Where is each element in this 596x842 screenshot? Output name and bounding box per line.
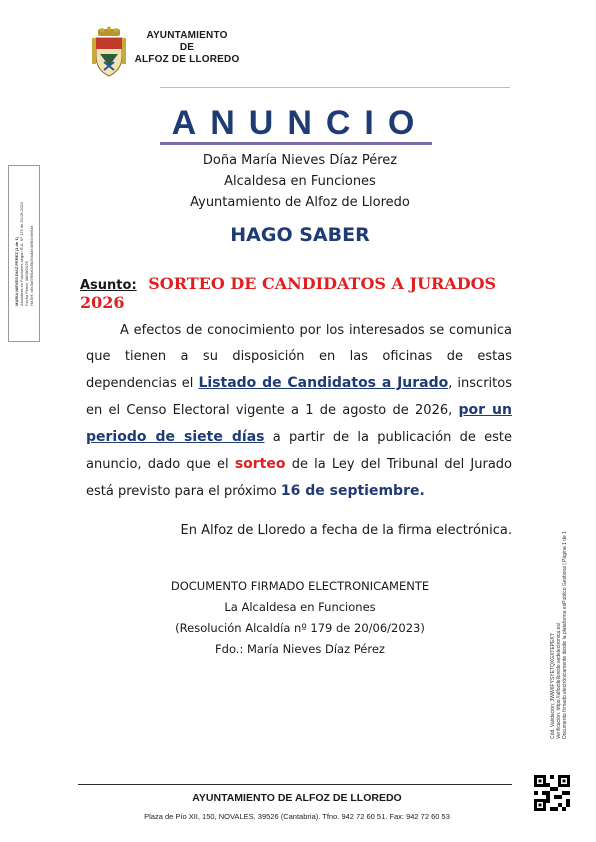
body-paragraph — [86, 318, 512, 505]
sorteo-highlight: sorteo — [234, 456, 286, 472]
subject-text: SORTEO DE CANDIDATOS A JURADOS 2026 — [80, 274, 497, 312]
verification-text — [550, 531, 568, 739]
signature-stamp-text — [14, 202, 34, 306]
signature-line: Fdo.: María Nieves Díaz Pérez — [215, 642, 385, 656]
footer-divider — [78, 784, 512, 785]
municipality-line: ALFOZ DE LLOREDO — [134, 54, 240, 65]
place-date: En Alfoz de Lloredo a fecha de la firma electrónica. — [180, 523, 512, 538]
municipal-crest-logo — [90, 26, 128, 78]
municipality-line: DE — [179, 42, 195, 53]
header-divider — [160, 87, 510, 88]
signature-line: (Resolución Alcaldía nº 179 de 20/06/2023) — [175, 621, 425, 635]
verification-line: Documento firmado electrónicamente desde la plataforma esPublico Gestiona | Página 1 de 1 — [562, 531, 568, 739]
period-highlight: por un periodo de siete días — [86, 402, 512, 445]
date-highlight: 16 de septiembre. — [280, 483, 425, 499]
municipality-line: AYUNTAMIENTO — [146, 30, 228, 41]
body-text: A efectos de conocimiento por los interesados se comunica que tienen a su disposición en las oficinas de estas dependencias el — [86, 323, 512, 391]
stamp-line: Fecha Firma: 08/08/2026 — [24, 261, 29, 306]
candidates-list-highlight: Listado de Candidatos a Jurado — [198, 375, 449, 391]
stamp-line: HASH: a6c3af7f95a0c5b26ad3e4b9f2c6e54e — [29, 225, 34, 306]
qr-code-icon[interactable] — [534, 775, 570, 811]
body-text: de la Ley del Tribunal del Jurado está previsto para el próximo — [86, 457, 512, 499]
issuer-block — [120, 150, 480, 213]
issuer-entity: Ayuntamiento de Alfoz de Lloredo — [190, 195, 410, 210]
body-text: a partir de la publicación de este anuncio, dado que el — [86, 430, 512, 472]
verification-line: Verificación: https://alfozdelloredo.sedelectronica.es/ — [556, 622, 562, 739]
footer-name: AYUNTAMIENTO DE ALFOZ DE LLOREDO — [192, 792, 402, 804]
body-text: , inscritos en el Censo Electoral vigente a 1 de agosto de 2026, — [86, 376, 512, 418]
signature-line: La Alcaldesa en Funciones — [224, 600, 376, 614]
title-underline — [160, 142, 432, 145]
municipality-name — [128, 30, 246, 66]
issuer-name: Doña María Nieves Díaz Pérez — [202, 153, 398, 168]
signature-block — [130, 576, 470, 660]
subject-label: Asunto: — [80, 278, 137, 293]
footer-address: Plaza de Pío XII, 150, NOVALES. 39526 (Cantabria). Tfno. 942 72 60 51. Fax: 942 72 60 53 — [144, 812, 450, 821]
heading-hago-saber: HAGO SABER — [230, 224, 370, 246]
subject-line — [80, 274, 540, 312]
issuer-role: Alcaldesa en Funciones — [224, 174, 376, 189]
stamp-line: MARIA NIEVES DIAZ PEREZ (1 de 1) — [14, 237, 19, 306]
announcement-body — [86, 318, 512, 505]
signature-line: DOCUMENTO FIRMADO ELECTRONICAMENTE — [170, 579, 430, 593]
verification-line: Cód. Validación: 3WW6FYSYETQXGXTEPEKT — [550, 633, 556, 739]
stamp-line: Alcaldesa en Funciones según R.A. Nº 179 de 20-06-2023 — [19, 202, 24, 306]
verification-note — [544, 500, 574, 770]
document-title: ANUNCIO — [171, 104, 429, 142]
signature-stamp-box — [8, 165, 40, 342]
